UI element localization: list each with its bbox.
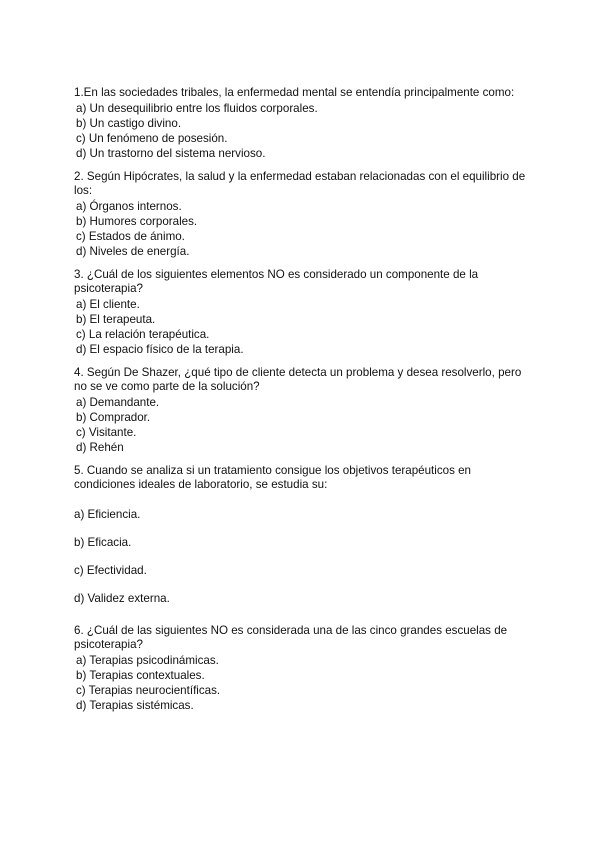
option-d: d) Un trastorno del sistema nervioso. xyxy=(76,146,266,160)
option-c: c) La relación terapéutica. xyxy=(76,327,210,341)
question-stem: 3. ¿Cuál de los siguientes elementos NO es considerado un componente de la psicoterapia? xyxy=(74,267,479,295)
question-6 xyxy=(74,624,534,713)
option-c: c) Efectividad. xyxy=(74,563,147,577)
question-stem: 5. Cuando se analiza si un tratamiento consigue los objetivos terapéuticos en condiciones ideales de laboratorio, se estudia su: xyxy=(74,463,472,491)
option-a: a) Terapias psicodinámicas. xyxy=(76,653,219,667)
option-b: b) Terapias contextuales. xyxy=(76,668,205,682)
option-d: d) Rehén xyxy=(76,440,124,454)
question-stem: 1.En las sociedades tribales, la enfermedad mental se entendía principalmente como: xyxy=(74,86,515,99)
option-c: c) Estados de ánimo. xyxy=(76,229,185,243)
option-a: a) Demandante. xyxy=(76,395,160,409)
option-c: c) Visitante. xyxy=(76,425,137,439)
option-list xyxy=(74,199,534,259)
question-stem: 6. ¿Cuál de las siguientes NO es considerada una de las cinco grandes escuelas de psicoterapia? xyxy=(74,623,508,651)
option-list xyxy=(74,395,534,455)
option-a: a) Eficiencia. xyxy=(74,507,141,521)
question-5 xyxy=(74,464,534,605)
option-a: a) El cliente. xyxy=(76,297,140,311)
question-stem: 2. Según Hipócrates, la salud y la enfermedad estaban relacionadas con el equilibrio de los: xyxy=(74,169,526,197)
option-d: d) Niveles de energía. xyxy=(76,244,190,258)
option-d: d) Validez externa. xyxy=(74,591,170,605)
question-stem: 4. Según De Shazer, ¿qué tipo de cliente detecta un problema y desea resolverlo, pero no se ve como parte de la solución? xyxy=(74,365,522,393)
option-list xyxy=(74,101,534,161)
question-2 xyxy=(74,170,534,259)
option-b: b) El terapeuta. xyxy=(76,312,156,326)
option-b: b) Comprador. xyxy=(76,410,151,424)
option-c: c) Terapias neurocientíficas. xyxy=(76,683,221,697)
option-b: b) Humores corporales. xyxy=(76,214,198,228)
option-list xyxy=(74,508,534,605)
option-list xyxy=(74,653,534,713)
option-b: b) Un castigo divino. xyxy=(76,116,182,130)
option-list xyxy=(74,297,534,357)
option-d: d) El espacio físico de la terapia. xyxy=(76,342,244,356)
question-3 xyxy=(74,268,534,357)
question-1 xyxy=(74,86,534,161)
question-list xyxy=(74,82,534,722)
option-a: a) Un desequilibrio entre los fluidos corporales. xyxy=(76,101,318,115)
option-d: d) Terapias sistémicas. xyxy=(76,698,194,712)
option-a: a) Órganos internos. xyxy=(76,199,182,213)
question-4 xyxy=(74,366,534,455)
option-b: b) Eficacia. xyxy=(74,535,132,549)
option-c: c) Un fenómeno de posesión. xyxy=(76,131,228,145)
